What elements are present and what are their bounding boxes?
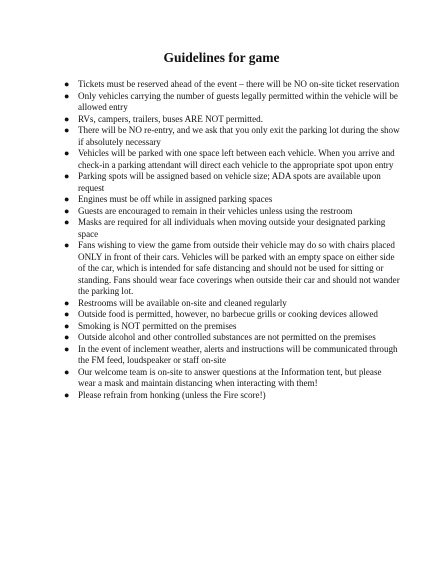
guideline-item — [56, 390, 400, 402]
bullet-icon: ● — [64, 240, 70, 250]
bullet-icon: ● — [64, 205, 70, 216]
bullet-icon: ● — [64, 366, 70, 377]
guideline-item — [56, 125, 400, 148]
guidelines-list — [56, 79, 400, 401]
guideline-item — [56, 91, 400, 114]
bullet-icon: ● — [64, 309, 70, 319]
guideline-item — [56, 298, 400, 310]
guideline-item — [56, 171, 400, 194]
guideline-item — [56, 240, 400, 298]
guideline-text: Fans wishing to view the game from outside their vehicle may do so with chairs placed ONLY in front of their cars. Vehicles will be parked with an empty space on either side of the car, which is intended for safe distancing and should not be used for sitting or standing. Fans should wear face coverings when outside their car and should not wander the parking lot. — [78, 240, 400, 296]
guideline-item — [56, 309, 400, 321]
guideline-item — [56, 206, 400, 218]
guideline-text: Smoking is NOT permitted on the premises — [78, 320, 237, 331]
guideline-item — [56, 332, 400, 344]
guideline-text: Outside food is permitted, however, no barbecue grills or cooking devices allowed — [78, 309, 378, 319]
bullet-icon: ● — [64, 389, 70, 400]
guideline-text: In the event of inclement weather, alerts and instructions will be communicated through the FM feed, loudspeaker or staff on-site — [78, 343, 398, 365]
guideline-text: There will be NO re-entry, and we ask that you only exit the parking lot during the show if absolutely necessary — [78, 125, 400, 147]
bullet-icon: ● — [64, 217, 70, 227]
bullet-icon: ● — [64, 332, 70, 342]
guideline-text: Please refrain from honking (unless the Fire score!) — [78, 389, 266, 400]
guideline-text: Masks are required for all individuals when moving outside your designated parking space — [78, 217, 386, 239]
guideline-text: Outside alcohol and other controlled substances are not permitted on the premises — [78, 332, 376, 342]
guideline-item — [56, 194, 400, 206]
guideline-item — [56, 148, 400, 171]
guideline-text: Parking spots will be assigned based on vehicle size; ADA spots are available upon request — [78, 171, 381, 193]
bullet-icon: ● — [64, 90, 70, 101]
bullet-icon: ● — [64, 79, 70, 89]
guideline-item — [56, 344, 400, 367]
bullet-icon: ● — [64, 125, 70, 135]
guideline-item — [56, 79, 400, 91]
bullet-icon: ● — [64, 194, 70, 204]
bullet-icon: ● — [64, 320, 70, 331]
bullet-icon: ● — [64, 148, 70, 158]
guideline-text: Engines must be off while in assigned parking spaces — [78, 194, 273, 204]
bullet-icon: ● — [64, 297, 70, 308]
bullet-icon: ● — [64, 171, 70, 181]
guideline-text: Restrooms will be available on-site and cleaned regularly — [78, 297, 287, 308]
guideline-text: RVs, campers, trailers, buses ARE NOT permitted. — [78, 113, 263, 124]
guideline-item — [56, 217, 400, 240]
guideline-text: Only vehicles carrying the number of guests legally permitted within the vehicle will be allowed entry — [78, 90, 398, 112]
bullet-icon: ● — [64, 113, 70, 124]
page-title: Guidelines for game — [163, 50, 280, 65]
guideline-item — [56, 114, 400, 126]
guideline-text: Guests are encouraged to remain in their vehicles unless using the restroom — [78, 205, 353, 216]
guideline-text: Vehicles will be parked with one space left between each vehicle. When you arrive and check-in a parking attendant will direct each vehicle to the appropriate spot upon entry — [78, 148, 395, 170]
guideline-text: Tickets must be reserved ahead of the event – there will be NO on-site ticket reservation — [78, 79, 400, 89]
guideline-text: Our welcome team is on-site to answer questions at the Information tent, but please wear a mask and maintain distancing when interacting with them! — [78, 366, 382, 388]
bullet-icon: ● — [64, 343, 70, 354]
guideline-item — [56, 321, 400, 333]
guideline-item — [56, 367, 400, 390]
